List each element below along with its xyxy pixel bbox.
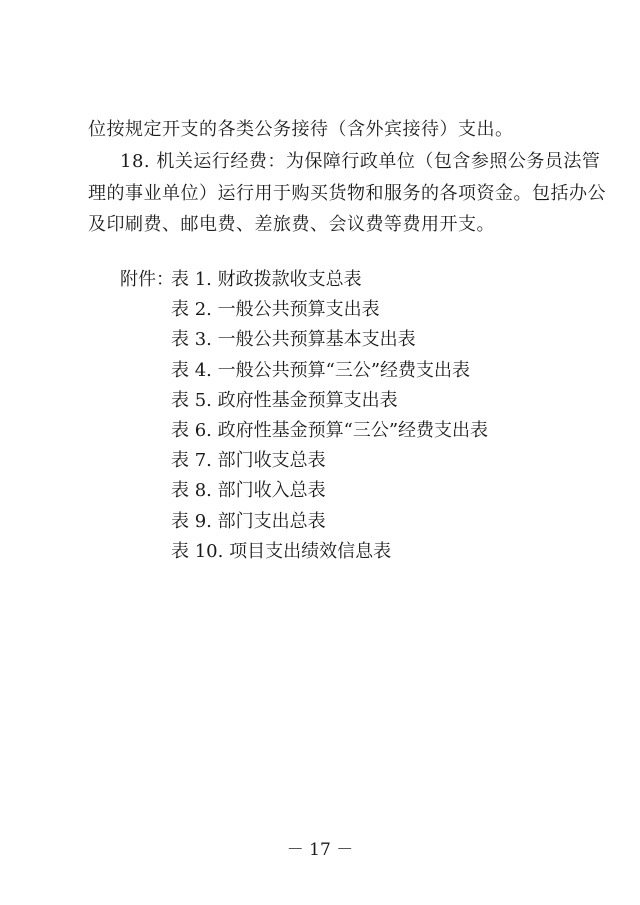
attachment-item: 表 4. 一般公共预算“三公”经费支出表 [171,359,471,381]
attachment-item: 表 2. 一般公共预算支出表 [171,299,380,321]
attachment-item: 表 5. 政府性基金预算支出表 [171,389,398,411]
attachment-item: 表 7. 部门收支总表 [171,450,326,472]
attachments-list [171,268,488,570]
attachment-item: 表 10. 项目支出绩效信息表 [171,540,392,562]
attachments-label: 附件： [120,269,174,290]
page-number: － 17 － [286,840,354,860]
body-text-line: 理的事业单位）运行用于购买货物和服务的各项资金。包括办公 [88,183,606,204]
attachment-item: 表 8. 部门收入总表 [171,480,326,502]
body-text-line: 位按规定开支的各类公务接待（含外宾接待）支出。 [88,119,514,140]
attachment-item: 表 6. 政府性基金预算“三公”经费支出表 [171,419,489,441]
body-text-line: 及印刷费、邮电费、差旅费、会议费等费用开支。 [88,214,495,235]
attachment-item: 表 9. 部门支出总表 [171,510,326,532]
attachment-item: 表 1. 财政拨款收支总表 [171,269,362,290]
attachment-item: 表 3. 一般公共预算基本支出表 [171,329,416,351]
body-text-line: 18. 机关运行经费：为保障行政单位（包含参照公务员法管 [120,151,601,172]
